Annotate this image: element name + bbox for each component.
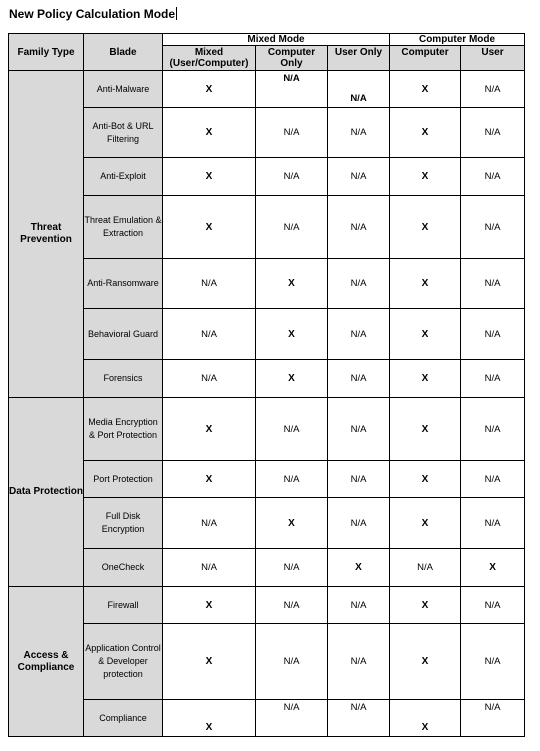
table-cell: X (163, 624, 256, 700)
table-cell: X (256, 259, 328, 309)
table-body (9, 71, 525, 737)
table-row (9, 461, 525, 498)
table-cell: N/A (256, 587, 328, 624)
table-cell: N/A (328, 624, 390, 700)
table-cell: X (163, 158, 256, 196)
table-row (9, 71, 525, 108)
table-cell: N/A (461, 309, 525, 360)
blade-cell: Port Protection (84, 461, 163, 498)
table-row (9, 259, 525, 309)
table-row (9, 196, 525, 259)
policy-table (8, 33, 525, 737)
table-cell: N/A (328, 461, 390, 498)
table-cell: N/A (328, 196, 390, 259)
table-cell: X (390, 587, 461, 624)
blade-cell: Application Control & Developer protection (84, 624, 163, 700)
blade-cell: Compliance (84, 700, 163, 737)
table-cell: N/A (461, 624, 525, 700)
family-type-cell: Data Protection (9, 398, 84, 587)
header-computer-only: Computer Only (256, 46, 328, 71)
table-cell: N/A (256, 624, 328, 700)
table-cell: N/A (461, 461, 525, 498)
header-mixed-mode: Mixed Mode (163, 34, 390, 46)
table-cell: X (390, 108, 461, 158)
table-cell: N/A (328, 700, 390, 737)
table-cell: X (390, 700, 461, 737)
family-type-cell: Threat Prevention (9, 71, 84, 398)
table-cell: N/A (461, 259, 525, 309)
table-row (9, 108, 525, 158)
table-cell: N/A (461, 700, 525, 737)
family-type-cell: Access & Compliance (9, 587, 84, 737)
table-cell: N/A (328, 259, 390, 309)
document-title[interactable] (9, 7, 177, 21)
table-cell: X (390, 498, 461, 549)
table-cell: N/A (163, 498, 256, 549)
blade-cell: Full Disk Encryption (84, 498, 163, 549)
table-cell: X (256, 360, 328, 398)
table-cell: N/A (328, 158, 390, 196)
table-cell: X (256, 498, 328, 549)
table-cell: X (390, 624, 461, 700)
table-cell: N/A (390, 549, 461, 587)
table-cell: X (328, 549, 390, 587)
table-row (9, 309, 525, 360)
table-cell: X (163, 398, 256, 461)
table-cell: N/A (328, 398, 390, 461)
blade-cell: OneCheck (84, 549, 163, 587)
table-row (9, 158, 525, 196)
table-row (9, 549, 525, 587)
table-cell: N/A (461, 108, 525, 158)
blade-cell: Forensics (84, 360, 163, 398)
table-cell: N/A (328, 71, 390, 108)
blade-cell: Media Encryption & Port Protection (84, 398, 163, 461)
table-cell: N/A (328, 108, 390, 158)
table-cell: X (163, 108, 256, 158)
table-cell: N/A (163, 549, 256, 587)
table-cell: N/A (163, 309, 256, 360)
table-cell: X (256, 309, 328, 360)
table-cell: N/A (328, 309, 390, 360)
table-cell: X (390, 196, 461, 259)
table-cell: X (163, 71, 256, 108)
table-cell: X (390, 309, 461, 360)
table-cell: N/A (461, 360, 525, 398)
table-cell: X (390, 360, 461, 398)
header-computer-mode: Computer Mode (390, 34, 525, 46)
table-cell: N/A (461, 196, 525, 259)
table-cell: X (163, 196, 256, 259)
header-mixed: Mixed (User/Computer) (163, 46, 256, 71)
table-cell: X (390, 398, 461, 461)
table-row (9, 587, 525, 624)
table-row (9, 360, 525, 398)
table-cell: N/A (256, 108, 328, 158)
header-blade: Blade (84, 34, 163, 71)
table-cell: N/A (256, 549, 328, 587)
table-cell: X (163, 587, 256, 624)
header-family-type: Family Type (9, 34, 84, 71)
blade-cell: Anti-Bot & URL Filtering (84, 108, 163, 158)
table-cell: N/A (461, 71, 525, 108)
table-cell: N/A (256, 398, 328, 461)
table-row (9, 498, 525, 549)
blade-cell: Anti-Malware (84, 71, 163, 108)
table-cell: N/A (328, 587, 390, 624)
text-cursor (176, 7, 177, 20)
table-cell: N/A (328, 498, 390, 549)
table-row (9, 398, 525, 461)
header-user-only: User Only (328, 46, 390, 71)
table-cell: N/A (461, 498, 525, 549)
blade-cell: Threat Emulation & Extraction (84, 196, 163, 259)
table-cell: N/A (163, 259, 256, 309)
blade-cell: Firewall (84, 587, 163, 624)
table-cell: X (163, 461, 256, 498)
table-cell: N/A (328, 360, 390, 398)
blade-cell: Anti-Ransomware (84, 259, 163, 309)
table-cell: X (390, 71, 461, 108)
table-cell: N/A (256, 461, 328, 498)
table-cell: N/A (461, 587, 525, 624)
table-cell: X (390, 259, 461, 309)
table-cell: N/A (461, 158, 525, 196)
blade-cell: Behavioral Guard (84, 309, 163, 360)
header-computer: Computer (390, 46, 461, 71)
table-cell: N/A (461, 398, 525, 461)
table-cell: X (390, 461, 461, 498)
title-text: New Policy Calculation Mode (9, 7, 176, 21)
header-user: User (461, 46, 525, 71)
table-cell: N/A (163, 360, 256, 398)
table-cell: X (390, 158, 461, 196)
table-row (9, 700, 525, 737)
table-cell: N/A (256, 71, 328, 108)
table-cell: N/A (256, 158, 328, 196)
table-cell: X (163, 700, 256, 737)
table-cell: N/A (256, 700, 328, 737)
table-row (9, 624, 525, 700)
table-cell: X (461, 549, 525, 587)
table-cell: N/A (256, 196, 328, 259)
blade-cell: Anti-Exploit (84, 158, 163, 196)
